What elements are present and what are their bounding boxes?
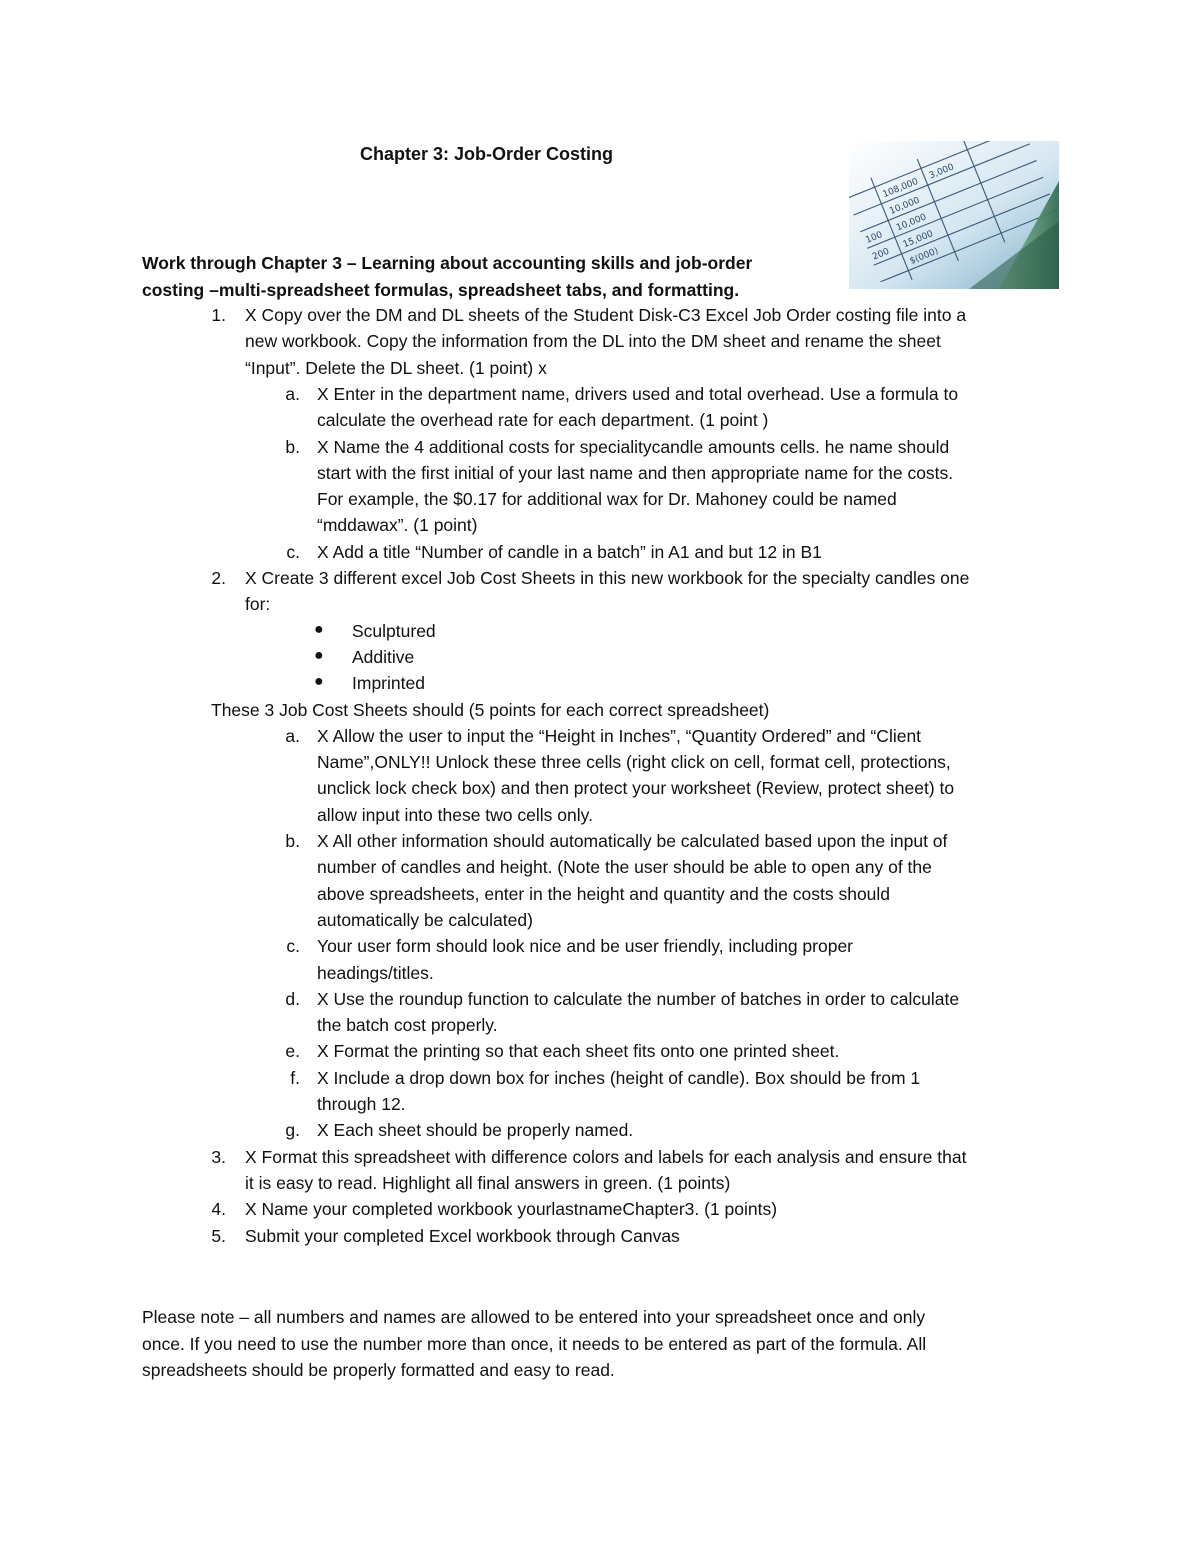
item-text: through 12. [317, 1094, 406, 1114]
cell-label: 10,000 [895, 212, 928, 234]
item-number: d. [285, 988, 300, 1009]
item-text: X Allow the user to input the “Height in Inches”, “Quantity Ordered” and “Client [317, 725, 922, 746]
item-text: X Format this spreadsheet with difference colors and labels for each analysis and ensure that [245, 1146, 967, 1167]
section-text: These 3 Job Cost Sheets should (5 points for each correct spreadsheet) [211, 699, 770, 720]
item-text: X Name your completed workbook yourlastnameChapter3. (1 points) [245, 1199, 778, 1220]
item-text: X Use the roundup function to calculate the number of batches in order to calculate [317, 988, 960, 1009]
item-text: number of candles and height. (Note the user should be able to open any of the [317, 857, 932, 878]
item-text: X Each sheet should be properly named. [317, 1120, 634, 1141]
item-text: start with the first initial of your last name and then appropriate name for the costs. [317, 462, 954, 483]
item-text: new workbook. Copy the information from the DL into the DM sheet and rename the sheet [245, 331, 941, 352]
item-number: a. [285, 725, 300, 746]
item-text: X Format the printing so that each sheet fits onto one printed sheet. [317, 1041, 840, 1062]
item-number: f. [290, 1067, 300, 1088]
item-number: 4. [211, 1199, 226, 1220]
item-text: “Input”. Delete the DL sheet. (1 point) x [245, 357, 547, 378]
item-text: for: [245, 594, 271, 615]
item-text: automatically be calculated) [317, 909, 533, 930]
item-text: it is easy to read. Highlight all final answers in green. (1 points) [245, 1172, 731, 1193]
item-text: unclick lock check box) and then protect your worksheet (Review, protect sheet) to [317, 778, 955, 799]
item-text: Submit your completed Excel workbook through Canvas [245, 1225, 680, 1246]
item-number: c. [286, 541, 300, 562]
cell-label: 15,000 [901, 229, 935, 251]
item-text: X Create 3 different excel Job Cost Sheets in this new workbook for the specialty candles one [245, 568, 970, 588]
item-number: c. [286, 936, 300, 957]
item-number: a. [285, 383, 300, 404]
cell-label: 108,000 [881, 176, 920, 201]
item-text: calculate the overhead rate for each department. (1 point ) [317, 410, 769, 431]
item-text: Your user form should look nice and be user friendly, including proper [317, 936, 854, 957]
item-text: X Name the 4 additional costs for specialitycandle amounts cells. he name should [317, 436, 950, 457]
bullet-item: Imprinted [352, 673, 425, 694]
cell-label: 200 [871, 246, 891, 263]
item-text: above spreadsheets, enter in the height and quantity and the costs should [317, 883, 891, 904]
item-text: X All other information should automatically be calculated based upon the input of [317, 831, 948, 851]
item-text: X Copy over the DM and DL sheets of the Student Disk-C3 Excel Job Order costing file into a [245, 305, 967, 325]
note-line: spreadsheets should be properly formatted and easy to read. [142, 1360, 615, 1380]
bullet-icon: ● [314, 620, 324, 638]
bullet-icon: ● [314, 646, 324, 664]
document-title: Chapter 3: Job-Order Costing [360, 144, 614, 164]
item-number: 5. [211, 1225, 226, 1246]
item-text: the batch cost properly. [317, 1015, 498, 1036]
note-line: once. If you need to use the number more than once, it needs to be entered as part of the formula. All [142, 1333, 927, 1354]
item-number: e. [285, 1041, 300, 1062]
cell-label: 3,000 [927, 162, 956, 182]
intro-paragraph [142, 250, 822, 303]
cell-label: 100 [864, 230, 885, 246]
item-text: X Include a drop down box for inches (height of candle). Box should be from 1 [317, 1067, 921, 1088]
note-line: Please note – all numbers and names are allowed to be entered into your spreadsheet once and only [142, 1307, 926, 1327]
item-text: For example, the $0.17 for additional wax for Dr. Mahoney could be named [317, 489, 897, 510]
item-number: g. [285, 1120, 300, 1141]
item-number: 2. [211, 568, 226, 588]
item-number: 3. [211, 1146, 226, 1167]
item-text: allow input into these two cells only. [317, 804, 593, 825]
bullet-item: Sculptured [352, 620, 436, 641]
item-text: “mddawax”. (1 point) [317, 515, 478, 536]
item-number: 1. [211, 305, 226, 325]
note-paragraph [142, 1304, 1062, 1384]
bullet-icon: ● [314, 673, 324, 691]
intro-line: costing –multi-spreadsheet formulas, spreadsheet tabs, and formatting. [142, 279, 740, 300]
bullet-item: Additive [352, 646, 415, 667]
item-text: X Add a title “Number of candle in a batch” in A1 and but 12 in B1 [317, 541, 822, 562]
item-text: X Enter in the department name, drivers used and total overhead. Use a formula to [317, 383, 959, 404]
item-number: b. [285, 831, 300, 851]
item-text: headings/titles. [317, 962, 434, 983]
intro-line: Work through Chapter 3 – Learning about accounting skills and job-order [142, 253, 753, 273]
item-text: Name”,ONLY!! Unlock these three cells (right click on cell, format cell, protections, [317, 752, 951, 773]
cell-label: $(000) [908, 246, 940, 267]
spreadsheet-photo [849, 141, 1059, 289]
item-number: b. [285, 436, 300, 457]
cell-label: 10,000 [888, 195, 922, 217]
